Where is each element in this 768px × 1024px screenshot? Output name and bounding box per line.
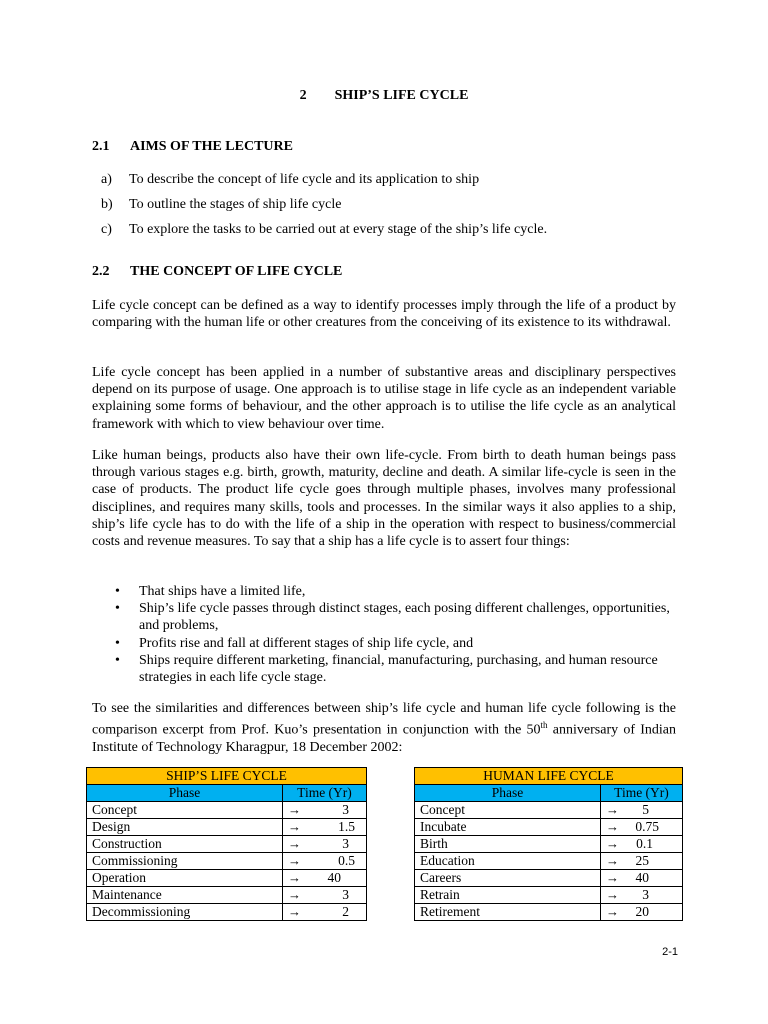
table-row: [87, 836, 367, 853]
list-item-text: To explore the tasks to be carried out at every stage of the ship’s life cycle.: [129, 222, 548, 237]
table-row: [415, 887, 683, 904]
arrow-icon: →: [606, 802, 619, 817]
paragraph-1: Life cycle concept can be defined as a way to identify processes imply through the life of a product by comparing with the human life or other creatures from the conceiving of its existence to its withdrawal.: [92, 298, 676, 331]
table-row: [87, 802, 367, 819]
list-item: [101, 172, 681, 197]
bullet-dot: •: [115, 601, 120, 617]
superscript-th: th: [540, 720, 548, 731]
arrow-icon: →: [606, 836, 619, 851]
time-cell: [283, 870, 367, 887]
time-value: 25: [635, 853, 649, 868]
table-row: [87, 887, 367, 904]
time-value: 1.5: [338, 819, 355, 834]
ship-col-time: Time (Yr): [283, 785, 367, 802]
ship-col-phase: Phase: [87, 785, 283, 802]
concept-number: 2.2: [92, 264, 110, 279]
phase-cell: Retrain: [415, 887, 601, 904]
time-value: 3: [342, 836, 349, 851]
time-value: 3: [642, 887, 649, 902]
arrow-icon: →: [288, 870, 301, 885]
section-title: [0, 88, 768, 104]
time-value: 20: [635, 904, 649, 919]
bullet-text: That ships have a limited life,: [139, 584, 306, 599]
list-item: [101, 197, 681, 222]
aims-list: [101, 172, 681, 247]
time-cell: [601, 802, 683, 819]
table-row: [415, 819, 683, 836]
table-row: [87, 819, 367, 836]
phase-cell: Retirement: [415, 904, 601, 921]
bullet-item: [115, 583, 675, 600]
phase-cell: Birth: [415, 836, 601, 853]
time-cell: [283, 853, 367, 870]
table-row: [87, 870, 367, 887]
arrow-icon: →: [288, 836, 301, 851]
bullet-item: [115, 600, 675, 634]
phase-cell: Construction: [87, 836, 283, 853]
table-row: [415, 904, 683, 921]
bullet-list: [115, 583, 675, 686]
time-value: 3: [342, 887, 349, 902]
bullet-dot: •: [115, 584, 120, 599]
paragraph-4-text: To see the similarities and differences between ship’s life cycle and human life cycle following is the comparison excerpt from Prof. Kuo’s presentation in conjunction with the 50: [92, 701, 676, 738]
phase-cell: Operation: [87, 870, 283, 887]
time-cell: [283, 836, 367, 853]
list-item-text: To describe the concept of life cycle and its application to ship: [129, 172, 480, 187]
table-row: [87, 853, 367, 870]
time-cell: [601, 853, 683, 870]
paragraph-4: [92, 700, 676, 756]
phase-cell: Design: [87, 819, 283, 836]
time-cell: [283, 819, 367, 836]
bullet-text: Ships require different marketing, financial, manufacturing, purchasing, and human resource strategies in each life cycle stage.: [139, 652, 658, 686]
time-cell: [601, 819, 683, 836]
phase-cell: Education: [415, 853, 601, 870]
human-col-phase: Phase: [415, 785, 601, 802]
bullet-text: Ship’s life cycle passes through distinct stages, each posing different challenges, opportunities, and problems,: [139, 601, 670, 634]
time-cell: [283, 904, 367, 921]
arrow-icon: →: [288, 802, 301, 817]
ship-table-title: SHIP’S LIFE CYCLE: [87, 768, 367, 785]
human-life-cycle-table: [414, 767, 683, 921]
table-row: [87, 904, 367, 921]
time-value: 0.5: [338, 853, 355, 868]
bullet-dot: •: [115, 652, 120, 668]
phase-cell: Concept: [87, 802, 283, 819]
table-row: [415, 802, 683, 819]
list-item: [101, 222, 681, 247]
section-number: 2: [299, 88, 307, 103]
time-cell: [283, 802, 367, 819]
phase-cell: Careers: [415, 870, 601, 887]
time-cell: [283, 887, 367, 904]
paragraph-2: Life cycle concept has been applied in a number of substantive areas and disciplinary perspectives depend on its purpose of usage. One approach is to utilise stage in life cycle as an independent variable explaining some forms of behaviour, and the other approach is to utilise the life cycle as an analytical framework with which to view behaviour over time.: [92, 365, 676, 432]
arrow-icon: →: [606, 887, 619, 902]
time-value: 0.75: [635, 819, 659, 834]
arrow-icon: →: [606, 870, 619, 885]
phase-cell: Concept: [415, 802, 601, 819]
phase-cell: Incubate: [415, 819, 601, 836]
aims-number: 2.1: [92, 139, 110, 154]
time-value: 2: [342, 904, 349, 919]
bullet-item: [115, 635, 675, 652]
time-value: 3: [342, 802, 349, 817]
bullet-dot: •: [115, 635, 120, 651]
table-row: [415, 870, 683, 887]
concept-heading-text: THE CONCEPT OF LIFE CYCLE: [130, 264, 343, 279]
concept-heading: [92, 264, 342, 280]
page-number: 2-1: [662, 946, 678, 958]
human-table-title: HUMAN LIFE CYCLE: [415, 768, 683, 785]
time-cell: [601, 887, 683, 904]
arrow-icon: →: [288, 887, 301, 902]
list-marker: b): [101, 197, 113, 212]
arrow-icon: →: [606, 853, 619, 868]
arrow-icon: →: [606, 819, 619, 834]
paragraph-3: Like human beings, products also have their own life-cycle. From birth to death human beings pass through various stages e.g. birth, growth, maturity, decline and death. A similar life-cycle is seen in the case of products. The product life cycle goes through multiple phases, involves many professional disciplines, and requires many skills, tools and processes. In the similar ways it also applies to a ship, ship’s life cycle has to do with the life of a ship in the operation with respect to business/commercial costs and revenue measures. To say that a ship has a life cycle is to assert four things:: [92, 448, 676, 550]
list-marker: c): [101, 222, 112, 237]
table-row: [415, 836, 683, 853]
section-title-text: SHIP’S LIFE CYCLE: [334, 88, 469, 103]
arrow-icon: →: [288, 819, 301, 834]
time-cell: [601, 870, 683, 887]
ship-life-cycle-table: [86, 767, 367, 921]
table-row: [415, 853, 683, 870]
bullet-text: Profits rise and fall at different stages of ship life cycle, and: [139, 635, 474, 651]
human-col-time: Time (Yr): [601, 785, 683, 802]
list-item-text: To outline the stages of ship life cycle: [129, 197, 342, 212]
bullet-item: [115, 652, 675, 686]
time-value: 0.1: [636, 836, 653, 851]
phase-cell: Commissioning: [87, 853, 283, 870]
time-value: 5: [642, 802, 649, 817]
time-cell: [601, 836, 683, 853]
list-marker: a): [101, 172, 112, 187]
time-value: 40: [327, 870, 341, 885]
aims-heading: [92, 139, 293, 155]
arrow-icon: →: [606, 904, 619, 919]
time-cell: [601, 904, 683, 921]
phase-cell: Maintenance: [87, 887, 283, 904]
paragraph-4-text-end: anniversary of Indian Institute of Technology Kharagpur, 18 December 2002:: [92, 722, 677, 756]
aims-heading-text: AIMS OF THE LECTURE: [130, 139, 293, 154]
time-value: 40: [635, 870, 649, 885]
arrow-icon: →: [288, 904, 301, 919]
arrow-icon: →: [288, 853, 301, 868]
phase-cell: Decommissioning: [87, 904, 283, 921]
